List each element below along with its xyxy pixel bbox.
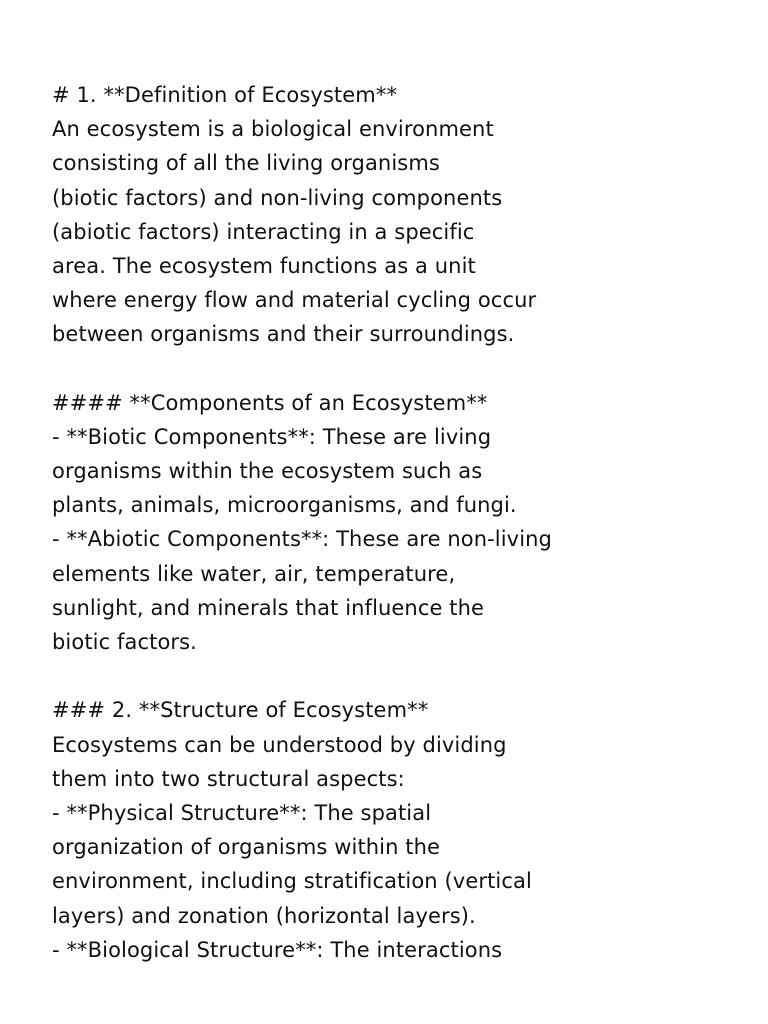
section-heading: ### 2. **Structure of Ecosystem**: [52, 698, 429, 723]
list-item-line: - **Abiotic Components**: These are non-living: [52, 527, 552, 552]
paragraph-line: (abiotic factors) interacting in a specific: [52, 219, 475, 244]
document-text: [52, 78, 752, 967]
list-item-line: sunlight, and minerals that influence the: [52, 595, 485, 620]
blank-line: [52, 352, 752, 386]
paragraph-line: An ecosystem is a biological environment: [52, 117, 494, 142]
paragraph-line: Ecosystems can be understood by dividing: [52, 732, 507, 757]
list-item-line: biotic factors.: [52, 630, 197, 654]
paragraph-line: between organisms and their surroundings.: [52, 322, 515, 347]
list-item-line: - **Biological Structure**: The interactions: [52, 937, 503, 962]
list-item-line: organisms within the ecosystem such as: [52, 459, 483, 484]
section-heading: # 1. **Definition of Ecosystem**: [52, 83, 398, 107]
subsection-heading: #### **Components of an Ecosystem**: [52, 390, 488, 415]
paragraph-line: area. The ecosystem functions as a unit: [52, 253, 476, 278]
list-item-line: layers) and zonation (horizontal layers).: [52, 903, 476, 928]
list-item-line: plants, animals, microorganisms, and fungi.: [52, 493, 517, 518]
list-item-line: - **Physical Structure**: The spatial: [52, 800, 432, 825]
list-item-line: - **Biotic Components**: These are living: [52, 424, 492, 449]
list-item-line: environment, including stratification (vertical: [52, 869, 532, 894]
paragraph-line: them into two structural aspects:: [52, 766, 405, 791]
paragraph-line: consisting of all the living organisms: [52, 151, 440, 176]
list-item-line: organization of organisms within the: [52, 835, 441, 860]
paragraph-line: (biotic factors) and non-living components: [52, 185, 503, 210]
list-item-line: elements like water, air, temperature,: [52, 561, 456, 586]
blank-line: [52, 659, 752, 693]
paragraph-line: where energy flow and material cycling occur: [52, 288, 537, 313]
